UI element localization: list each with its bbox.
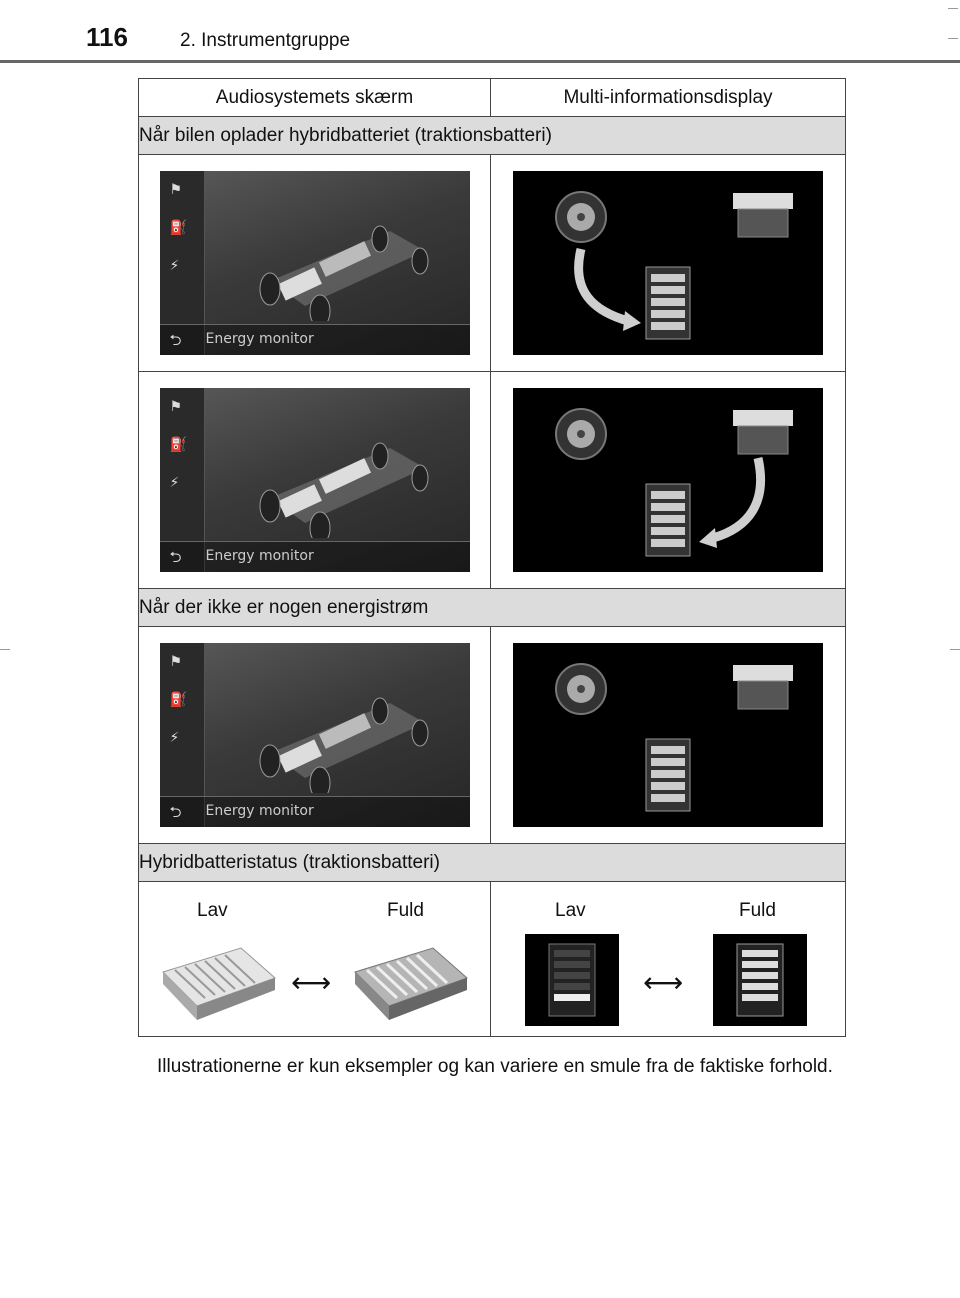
energy-icon: ⚡ [169,729,180,745]
section-no-energy-flow: Når der ikke er nogen energistrøm [139,589,846,627]
fuel-icon: ⛽ [169,436,187,452]
label-low: Lav [555,900,586,921]
back-icon[interactable]: ⮌ [169,332,182,349]
energy-flow-arrow [513,388,823,572]
crop-mark [948,38,958,39]
header-rule [0,60,960,63]
double-arrow-icon: ⟷ [291,967,332,998]
fuel-icon: ⛽ [169,219,187,235]
energy-icon: ⚡ [169,474,180,490]
mid-battery-low-icon [525,934,619,1026]
audio-screen-footer [160,324,470,355]
chapter-title: 2. Instrumentgruppe [180,30,351,51]
battery-full-icon [349,934,473,1024]
mid-energy-display [513,171,823,355]
label-full: Fuld [739,900,776,921]
crop-mark [948,8,958,9]
audio-screen-footer [160,541,470,572]
mid-energy-display [513,643,823,827]
battery-icon [645,738,691,812]
audio-battery-status-cell [139,882,491,1037]
engine-icon [728,661,798,713]
crop-mark [0,649,10,650]
car-chassis-icon [240,211,430,321]
audio-screen-cell [139,372,491,589]
audio-screen-footer [160,796,470,827]
page-number: 116 [86,22,128,52]
audio-energy-monitor-screen [160,388,470,572]
flag-icon: ⚑ [169,398,183,414]
mid-display-cell [491,372,846,589]
fuel-icon: ⛽ [169,691,187,707]
energy-monitor-label: Energy monitor [205,548,314,564]
audio-energy-monitor-screen [160,171,470,355]
energy-monitor-table [138,78,846,1037]
battery-low-icon [157,934,281,1024]
wheel-icon [555,663,607,715]
energy-flow-arrow [513,171,823,355]
car-chassis-icon [240,428,430,538]
energy-monitor-label: Energy monitor [205,331,314,347]
flag-icon: ⚑ [169,181,183,197]
mid-display-cell [491,627,846,844]
column-header-mid: Multi-informationsdisplay [491,79,846,117]
footnote: Illustrationerne er kun eksempler og kan variere en smule fra de faktiske forhold. [157,1056,833,1077]
crop-mark [950,649,960,650]
car-chassis-icon [240,683,430,793]
double-arrow-icon: ⟷ [643,967,684,998]
column-header-audio: Audiosystemets skærm [139,79,491,117]
label-full: Fuld [387,900,424,921]
audio-screen-cell [139,155,491,372]
back-icon[interactable]: ⮌ [169,804,182,821]
section-charging: Når bilen oplader hybridbatteriet (traktionsbatteri) [139,117,846,155]
energy-monitor-label: Energy monitor [205,803,314,819]
back-icon[interactable]: ⮌ [169,549,182,566]
flag-icon: ⚑ [169,653,183,669]
mid-battery-full-icon [713,934,807,1026]
energy-icon: ⚡ [169,257,180,273]
audio-screen-cell [139,627,491,844]
label-low: Lav [197,900,228,921]
mid-display-cell [491,155,846,372]
mid-battery-status-cell [491,882,846,1037]
mid-energy-display [513,388,823,572]
audio-energy-monitor-screen [160,643,470,827]
section-battery-status: Hybridbatteristatus (traktionsbatteri) [139,844,846,882]
